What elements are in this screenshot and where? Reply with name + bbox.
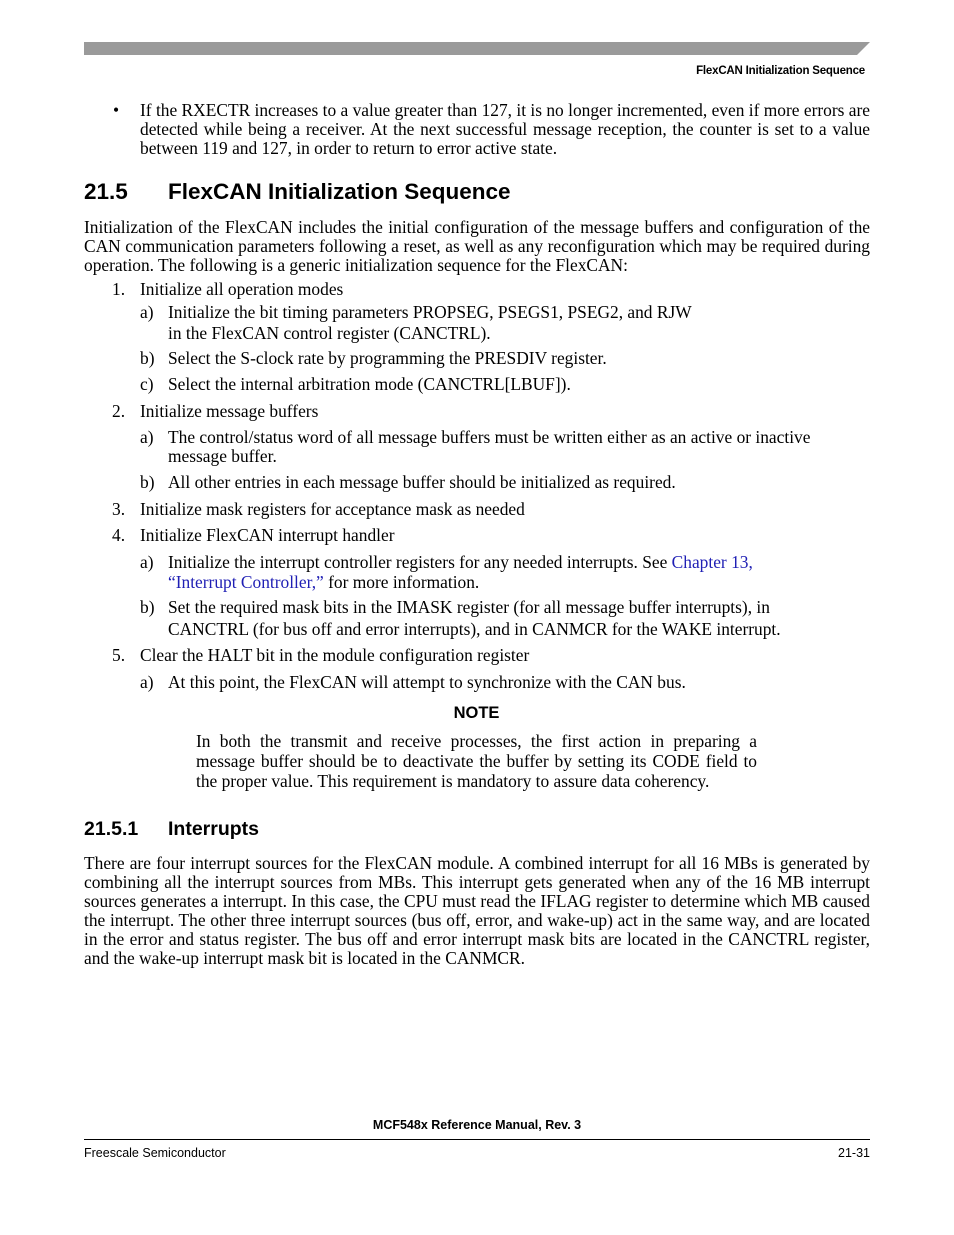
substep-marker: c)	[140, 374, 154, 394]
section-intro: Initialization of the FlexCAN includes the initial configuration of the message buffers and configuration of the CAN communication parameters following a reset, as well as any reconfiguration which may be required during operation. The following is a generic initialization sequence for the FlexCAN:	[84, 217, 870, 275]
subsection-title: Interrupts	[168, 818, 260, 840]
substep-text: The control/status word of all message buffers must be written either as an active or inactive message buffer.	[168, 427, 811, 466]
substep-marker: b)	[140, 472, 155, 492]
substep-text-cont	[168, 573, 479, 592]
section-number: 21.5	[84, 179, 128, 204]
substep-text-pre: Initialize the interrupt controller registers for any needed interrupts. See	[168, 552, 672, 572]
substep-text: Select the S-clock rate by programming the PRESDIV register.	[168, 348, 607, 368]
step-text: Initialize all operation modes	[140, 279, 344, 299]
step-text: Initialize FlexCAN interrupt handler	[140, 525, 395, 545]
substep-marker: a)	[140, 672, 154, 692]
substep-marker: a)	[140, 302, 154, 322]
substep-marker: a)	[140, 427, 154, 447]
substep-text-cont: CANCTRL (for bus off and error interrupts), and in CANMCR for the WAKE interrupt.	[168, 619, 781, 639]
substep-text: At this point, the FlexCAN will attempt to synchronize with the CAN bus.	[168, 672, 686, 692]
substep-text: Set the required mask bits in the IMASK register (for all message buffer interrupts), in	[168, 597, 770, 617]
step-marker: 3.	[112, 499, 126, 519]
note-text: In both the transmit and receive processes, the first action in preparing a message buffer should be to deactivate the buffer by setting its CODE field to the proper value. This requirement is mandatory to assure data coherency.	[196, 731, 757, 791]
substep-marker: a)	[140, 552, 154, 572]
step-marker: 1.	[112, 279, 126, 299]
section-title: FlexCAN Initialization Sequence	[168, 179, 511, 204]
interrupt-controller-link[interactable]: “Interrupt Controller,”	[168, 572, 324, 592]
footer-manual-title: MCF548x Reference Manual, Rev. 3	[372, 1118, 582, 1132]
footer-company: Freescale Semiconductor	[84, 1146, 226, 1160]
chapter-13-link[interactable]: Chapter 13,	[671, 552, 753, 572]
substep-marker: b)	[140, 597, 155, 617]
substep-text-cont: in the FlexCAN control register (CANCTRL).	[168, 323, 491, 343]
substep-text-post: for more information.	[323, 572, 480, 592]
intro-bullet-text: If the RXECTR increases to a value greater than 127, it is no longer incremented, even if more errors are detected while being a receiver. At the next successful message reception, the counter is set to a value between 119 and 127, in order to return to error active state.	[140, 100, 870, 158]
step-marker: 2.	[112, 401, 126, 421]
substep-text	[168, 553, 753, 572]
substep-text: Initialize the bit timing parameters PROPSEG, PSEGS1, PSEG2, and RJW	[168, 302, 692, 322]
running-header: FlexCAN Initialization Sequence	[696, 65, 865, 77]
subsection-body: There are four interrupt sources for the FlexCAN module. A combined interrupt for all 16 MBs is generated by combining all the interrupt sources from MBs. This interrupt gets generated when any of the 16 MB interrupt sources generates a interrupt. In this case, the CPU must read the IFLAG register to determine which MB caused the interrupt. The other three interrupt sources (bus off, error, and wake-up) act in the same way, and are located in the error and status register. The bus off and error interrupt mask bits are located in the CANCTRL register, and the wake-up interrupt mask bit is located in the CANMCR.	[84, 853, 870, 968]
step-text: Clear the HALT bit in the module configuration register	[140, 645, 530, 665]
footer-rule	[84, 1139, 870, 1140]
subsection-heading	[84, 816, 259, 842]
step-marker: 4.	[112, 525, 126, 545]
header-bar	[84, 42, 870, 55]
step-text: Initialize message buffers	[140, 401, 319, 421]
substep-text: Select the internal arbitration mode (CANCTRL[LBUF]).	[168, 374, 571, 394]
step-marker: 5.	[112, 645, 126, 665]
section-heading	[84, 178, 511, 206]
substep-text: All other entries in each message buffer should be initialized as required.	[168, 472, 676, 492]
subsection-number: 21.5.1	[84, 818, 139, 840]
note-title: NOTE	[453, 704, 500, 722]
footer-page-number: 21-31	[838, 1146, 870, 1160]
bullet-marker: •	[113, 100, 120, 120]
step-text: Initialize mask registers for acceptance mask as needed	[140, 499, 525, 519]
substep-marker: b)	[140, 348, 155, 368]
